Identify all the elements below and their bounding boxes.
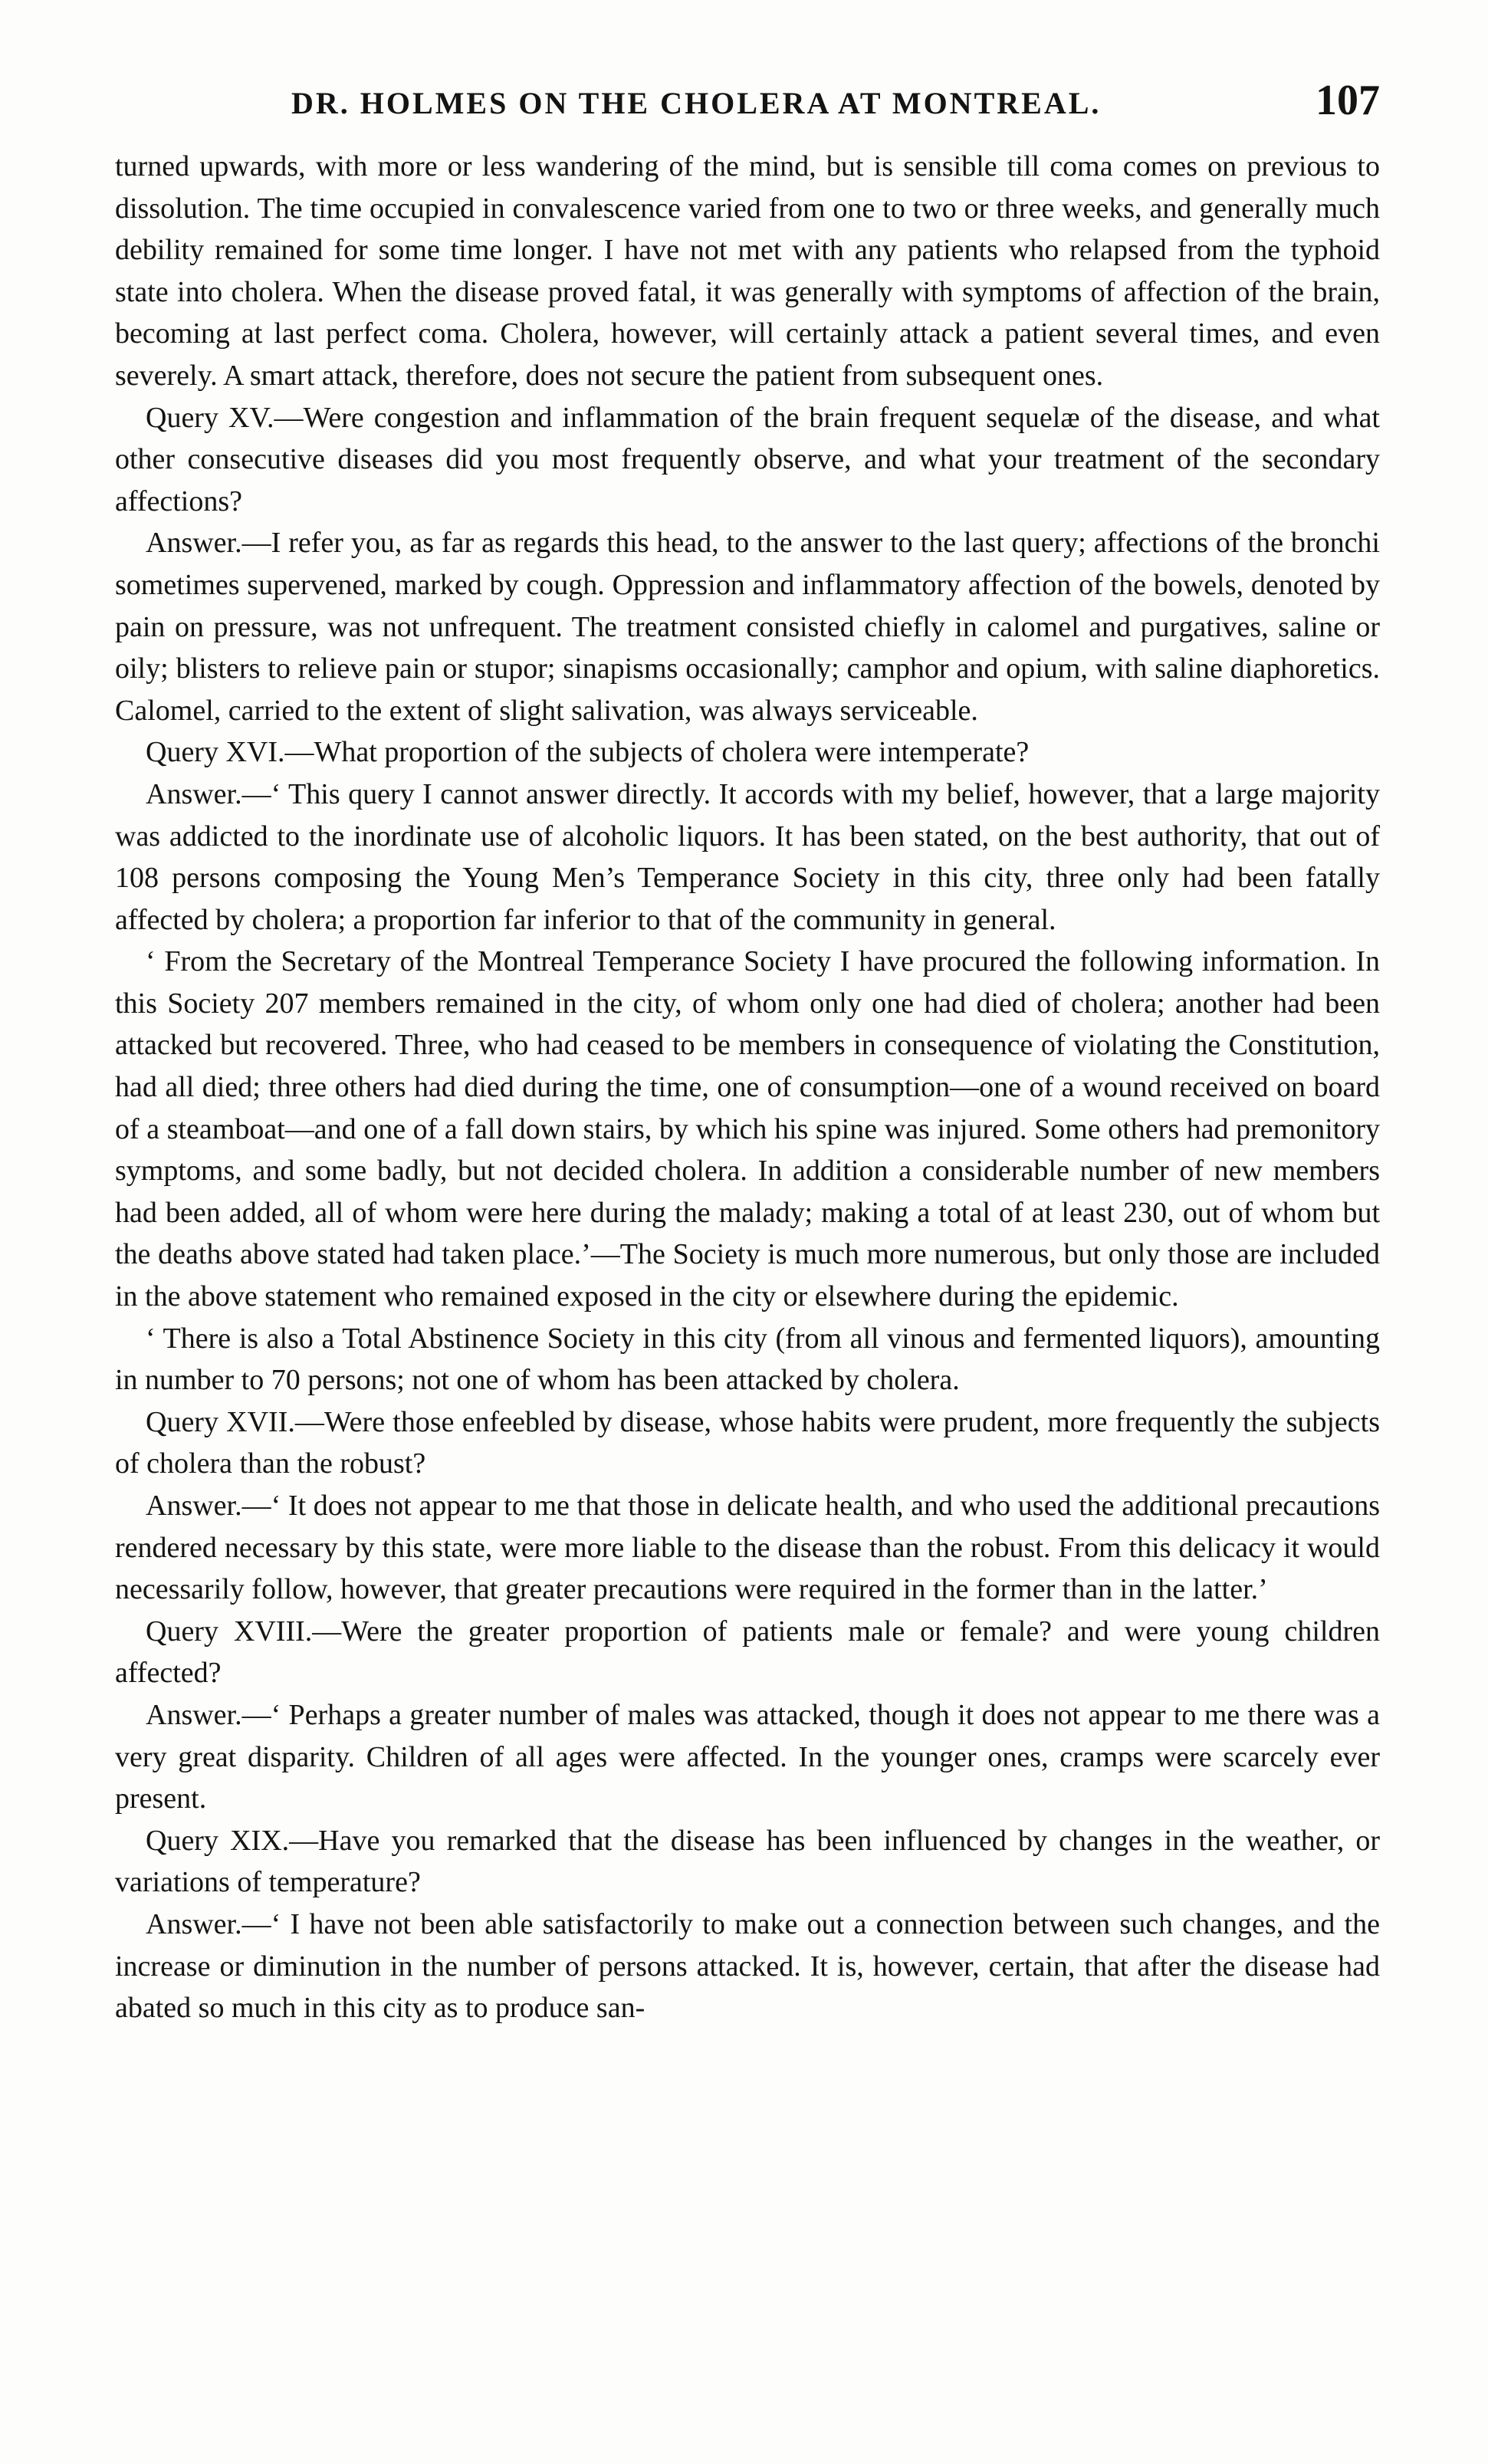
- paragraph-query-xv: Query XV.—Were congestion and inflammation of the brain frequent sequelæ of the disease, and what other consecutive diseases did you most frequently observe, and what your treatment of the secondary affections?: [115, 401, 1380, 517]
- paragraph-total-abstinence-society: ‘ There is also a Total Abstinence Society in this city (from all vinous and fermented liquors), amounting in number to 70 persons; not one of whom has been attacked by cholera.: [115, 1322, 1380, 1397]
- paragraph-query-xvi: Query XVI.—What proportion of the subjects of cholera were intemperate?: [146, 736, 1030, 769]
- paragraph-answer-xix: Answer.—‘ I have not been able satisfactorily to make out a connection between such changes, and the increase or diminution in the number of persons attacked. It is, however, certain, that after the disease had abated so much in this city as to produce san-: [115, 1907, 1380, 2025]
- page-header: [115, 77, 1380, 130]
- paragraph-continuation: turned upwards, with more or less wandering of the mind, but is sensible till coma comes on previous to dissolution. The time occupied in convalescence varied from one to two or three weeks, and generally much debility remained for some time longer. I have not met with any patients who relapsed from the typhoid state into cholera. When the disease proved fatal, it was generally with symptoms of affection of the brain, becoming at last perfect coma. Cholera, however, will certainly attack a patient several times, and even severely. A smart attack, therefore, does not secure the patient from subsequent ones.: [115, 150, 1380, 392]
- page-number: 107: [1316, 77, 1380, 124]
- paragraph-query-xviii: Query XVIII.—Were the greater proportion of patients male or female? and were young children affected?: [115, 1615, 1380, 1690]
- paragraph-answer-xvii: Answer.—‘ It does not appear to me that those in delicate health, and who used the additional precautions rendered necessary by this state, were more liable to the disease than the robust. From this delicacy it would necessarily follow, however, that greater precautions were required in the former than in the latter.’: [115, 1490, 1380, 1606]
- paragraph-answer-xv: Answer.—I refer you, as far as regards this head, to the answer to the last query; affections of the bronchi sometimes supervened, marked by cough. Oppression and inflammatory affection of the bowels, denoted by pain on pressure, was not unfrequent. The treatment consisted chiefly in calomel and purgatives, saline or oily; blisters to relieve pain or stupor; sinapisms occasionally; camphor and opium, with saline diaphoretics. Calomel, carried to the extent of slight salivation, was always serviceable.: [115, 527, 1380, 727]
- paragraph-answer-xviii: Answer.—‘ Perhaps a greater number of males was attacked, though it does not appear to me there was a very great disparity. Children of all ages were affected. In the younger ones, cramps were scarcely ever present.: [115, 1698, 1380, 1815]
- paragraph-answer-xvi: Answer.—‘ This query I cannot answer directly. It accords with my belief, however, that a large majority was addicted to the inordinate use of alcoholic liquors. It has been stated, on the best authority, that out of 108 persons composing the Young Men’s Temperance Society in this city, three only had been fatally affected by cholera; a proportion far inferior to that of the community in general.: [115, 777, 1380, 936]
- paragraph-query-xvii: Query XVII.—Were those enfeebled by disease, whose habits were prudent, more frequently the subjects of cholera than the robust?: [115, 1405, 1380, 1480]
- body-text: [115, 146, 1380, 2029]
- running-title: DR. HOLMES ON THE CHOLERA AT MONTREAL.: [291, 86, 1102, 120]
- paragraph-montreal-temperance-society: ‘ From the Secretary of the Montreal Temperance Society I have procured the following information. In this Society 207 members remained in the city, of whom only one had died of cholera; another had been attacked but recovered. Three, who had ceased to be members in consequence of violating the Constitution, had all died; three others had died during the time, one of consumption—one of a wound received on board of a steamboat—and one of a fall down stairs, by which his spine was injured. Some others had premonitory symptoms, and some badly, but not decided cholera. In addition a considerable number of new members had been added, all of whom were here during the malady; making a total of at least 230, out of whom but the deaths above stated had taken place.’—The Society is much more numerous, but only those are included in the above statement who remained exposed in the city or elsewhere during the epidemic.: [115, 945, 1380, 1313]
- paragraph-query-xix: Query XIX.—Have you remarked that the disease has been influenced by changes in the weather, or variations of temperature?: [115, 1824, 1380, 1899]
